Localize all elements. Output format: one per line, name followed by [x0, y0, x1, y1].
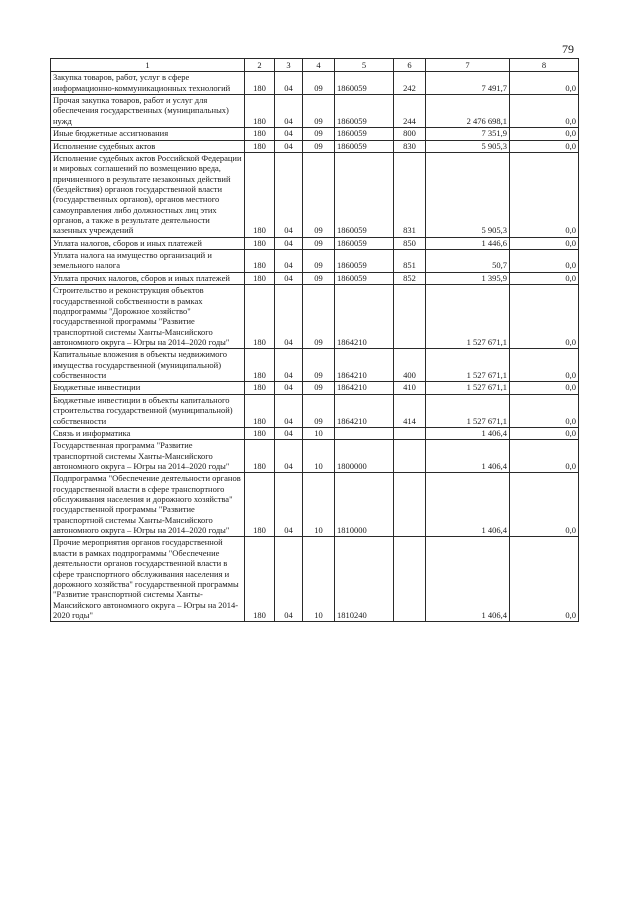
row-amount: 1 527 671,1	[426, 349, 510, 382]
row-grbs: 180	[245, 285, 275, 349]
row-target-article: 1800000	[335, 440, 394, 473]
row-name: Прочие мероприятия органов государственной власти в рамках подпрограммы "Обеспечение деятельности органов государственной власти в сфере транспортного обслуживания населения и дорожного хозяйства" государственной программы "Развитие транспортной системы Ханты-Мансийского автономного округа – Югры на 2014- 2020 годы"	[51, 537, 245, 622]
row-grbs: 180	[245, 382, 275, 394]
row-col8: 0,0	[510, 440, 579, 473]
row-target-article: 1860059	[335, 272, 394, 284]
row-col8: 0,0	[510, 72, 579, 95]
row-col8: 0,0	[510, 427, 579, 439]
row-expense-type	[394, 285, 426, 349]
row-name: Уплата прочих налогов, сборов и иных платежей	[51, 272, 245, 284]
row-name: Бюджетные инвестиции в объекты капитального строительства государственной (муниципальной) собственности	[51, 394, 245, 427]
row-amount: 1 527 671,1	[426, 394, 510, 427]
row-section: 04	[275, 537, 303, 622]
row-section: 04	[275, 440, 303, 473]
table-row	[51, 394, 579, 427]
row-section: 04	[275, 427, 303, 439]
row-grbs: 180	[245, 427, 275, 439]
table-row	[51, 537, 579, 622]
row-grbs: 180	[245, 440, 275, 473]
row-amount: 1 395,9	[426, 272, 510, 284]
row-subsection: 10	[303, 473, 335, 537]
table-row	[51, 152, 579, 237]
header-cell: 1	[51, 59, 245, 72]
row-subsection: 09	[303, 152, 335, 237]
row-grbs: 180	[245, 250, 275, 273]
row-target-article: 1864210	[335, 394, 394, 427]
header-cell: 5	[335, 59, 394, 72]
row-expense-type: 400	[394, 349, 426, 382]
row-amount: 5 905,3	[426, 152, 510, 237]
row-name: Уплата налога на имущество организаций и земельного налога	[51, 250, 245, 273]
row-col8: 0,0	[510, 128, 579, 140]
row-target-article: 1860059	[335, 152, 394, 237]
table-header-row	[51, 59, 579, 72]
row-target-article: 1864210	[335, 382, 394, 394]
row-subsection: 09	[303, 394, 335, 427]
table-row	[51, 72, 579, 95]
row-target-article: 1810000	[335, 473, 394, 537]
row-col8: 0,0	[510, 285, 579, 349]
row-grbs: 180	[245, 152, 275, 237]
row-name: Уплата налогов, сборов и иных платежей	[51, 237, 245, 249]
row-section: 04	[275, 382, 303, 394]
row-grbs: 180	[245, 128, 275, 140]
table-row	[51, 250, 579, 273]
row-col8: 0,0	[510, 537, 579, 622]
row-name: Государственная программа "Развитие транспортной системы Ханты-Мансийского автономного округа – Югры на 2014–2020 годы"	[51, 440, 245, 473]
table-row	[51, 427, 579, 439]
table-row	[51, 237, 579, 249]
row-section: 04	[275, 285, 303, 349]
row-target-article: 1860059	[335, 140, 394, 152]
row-expense-type	[394, 537, 426, 622]
row-section: 04	[275, 140, 303, 152]
row-expense-type: 850	[394, 237, 426, 249]
row-target-article: 1810240	[335, 537, 394, 622]
table-row	[51, 382, 579, 394]
table-row	[51, 349, 579, 382]
page-number: 79	[562, 42, 574, 56]
row-col8: 0,0	[510, 394, 579, 427]
header-cell: 7	[426, 59, 510, 72]
row-amount: 1 406,4	[426, 473, 510, 537]
row-section: 04	[275, 349, 303, 382]
row-grbs: 180	[245, 473, 275, 537]
table-row	[51, 272, 579, 284]
row-col8: 0,0	[510, 382, 579, 394]
row-subsection: 09	[303, 250, 335, 273]
table-body	[51, 72, 579, 622]
row-amount: 1 446,6	[426, 237, 510, 249]
row-name: Прочая закупка товаров, работ и услуг для обеспечения государственных (муниципальных) нужд	[51, 95, 245, 128]
row-amount: 7 491,7	[426, 72, 510, 95]
row-col8: 0,0	[510, 272, 579, 284]
row-target-article: 1864210	[335, 349, 394, 382]
row-subsection: 10	[303, 440, 335, 473]
row-name: Подпрограмма "Обеспечение деятельности органов государственной власти в сфере транспортного обслуживания населения и дорожного хозяйства" государственной программы "Развитие транспортной системы Ханты-Мансийского автономного округа – Югры на 2014–2020 годы"	[51, 473, 245, 537]
row-name: Строительство и реконструкция объектов государственной собственности в рамках подпрограммы "Дорожное хозяйство" государственной программы "Развитие транспортной системы Ханты-Мансийского автономного округа – Югры на 2014–2020 годы"	[51, 285, 245, 349]
row-grbs: 180	[245, 72, 275, 95]
header-cell: 2	[245, 59, 275, 72]
row-amount: 1 406,4	[426, 427, 510, 439]
row-subsection: 09	[303, 272, 335, 284]
row-grbs: 180	[245, 237, 275, 249]
row-target-article: 1860059	[335, 237, 394, 249]
row-grbs: 180	[245, 394, 275, 427]
row-subsection: 09	[303, 72, 335, 95]
row-grbs: 180	[245, 272, 275, 284]
row-expense-type: 242	[394, 72, 426, 95]
row-section: 04	[275, 250, 303, 273]
row-subsection: 10	[303, 427, 335, 439]
row-amount: 5 905,3	[426, 140, 510, 152]
row-subsection: 10	[303, 537, 335, 622]
row-section: 04	[275, 95, 303, 128]
row-grbs: 180	[245, 537, 275, 622]
row-subsection: 09	[303, 237, 335, 249]
table-row	[51, 285, 579, 349]
row-name: Исполнение судебных актов	[51, 140, 245, 152]
row-expense-type: 852	[394, 272, 426, 284]
row-col8: 0,0	[510, 349, 579, 382]
row-name: Исполнение судебных актов Российской Федерации и мировых соглашений по возмещению вреда, причиненного в результате незаконных действий (бездействия) органов государственной власти (государственных органов), органов местного самоуправления либо должностных лиц этих органов, а также в результате деятельности казенных учреждений	[51, 152, 245, 237]
row-amount: 1 527 671,1	[426, 382, 510, 394]
row-subsection: 09	[303, 382, 335, 394]
row-grbs: 180	[245, 95, 275, 128]
row-expense-type: 414	[394, 394, 426, 427]
row-expense-type: 244	[394, 95, 426, 128]
row-section: 04	[275, 152, 303, 237]
row-section: 04	[275, 394, 303, 427]
row-subsection: 09	[303, 349, 335, 382]
row-section: 04	[275, 72, 303, 95]
row-col8: 0,0	[510, 250, 579, 273]
header-cell: 6	[394, 59, 426, 72]
row-amount: 50,7	[426, 250, 510, 273]
row-subsection: 09	[303, 285, 335, 349]
header-cell: 4	[303, 59, 335, 72]
row-expense-type	[394, 473, 426, 537]
table-row	[51, 140, 579, 152]
row-expense-type	[394, 427, 426, 439]
row-target-article	[335, 427, 394, 439]
row-expense-type: 831	[394, 152, 426, 237]
row-name: Капитальные вложения в объекты недвижимого имущества государственной (муниципальной) собственности	[51, 349, 245, 382]
row-expense-type: 800	[394, 128, 426, 140]
row-amount: 1 406,4	[426, 537, 510, 622]
header-cell: 3	[275, 59, 303, 72]
row-target-article: 1860059	[335, 250, 394, 273]
row-target-article: 1864210	[335, 285, 394, 349]
row-grbs: 180	[245, 349, 275, 382]
row-col8: 0,0	[510, 140, 579, 152]
row-amount: 2 476 698,1	[426, 95, 510, 128]
row-grbs: 180	[245, 140, 275, 152]
row-subsection: 09	[303, 140, 335, 152]
header-cell: 8	[510, 59, 579, 72]
row-name: Закупка товаров, работ, услуг в сфере информационно-коммуникационных технологий	[51, 72, 245, 95]
row-target-article: 1860059	[335, 72, 394, 95]
row-section: 04	[275, 272, 303, 284]
row-expense-type: 830	[394, 140, 426, 152]
row-col8: 0,0	[510, 152, 579, 237]
row-col8: 0,0	[510, 473, 579, 537]
row-expense-type: 851	[394, 250, 426, 273]
row-section: 04	[275, 237, 303, 249]
row-subsection: 09	[303, 95, 335, 128]
row-subsection: 09	[303, 128, 335, 140]
row-expense-type	[394, 440, 426, 473]
row-name: Связь и информатика	[51, 427, 245, 439]
row-target-article: 1860059	[335, 95, 394, 128]
row-col8: 0,0	[510, 95, 579, 128]
table-row	[51, 95, 579, 128]
row-amount: 1 527 671,1	[426, 285, 510, 349]
table-row	[51, 473, 579, 537]
row-expense-type: 410	[394, 382, 426, 394]
table-row	[51, 128, 579, 140]
row-col8: 0,0	[510, 237, 579, 249]
row-section: 04	[275, 473, 303, 537]
budget-table	[50, 58, 579, 622]
row-amount: 1 406,4	[426, 440, 510, 473]
row-section: 04	[275, 128, 303, 140]
row-target-article: 1860059	[335, 128, 394, 140]
row-name: Иные бюджетные ассигнования	[51, 128, 245, 140]
row-name: Бюджетные инвестиции	[51, 382, 245, 394]
row-amount: 7 351,9	[426, 128, 510, 140]
table-row	[51, 440, 579, 473]
